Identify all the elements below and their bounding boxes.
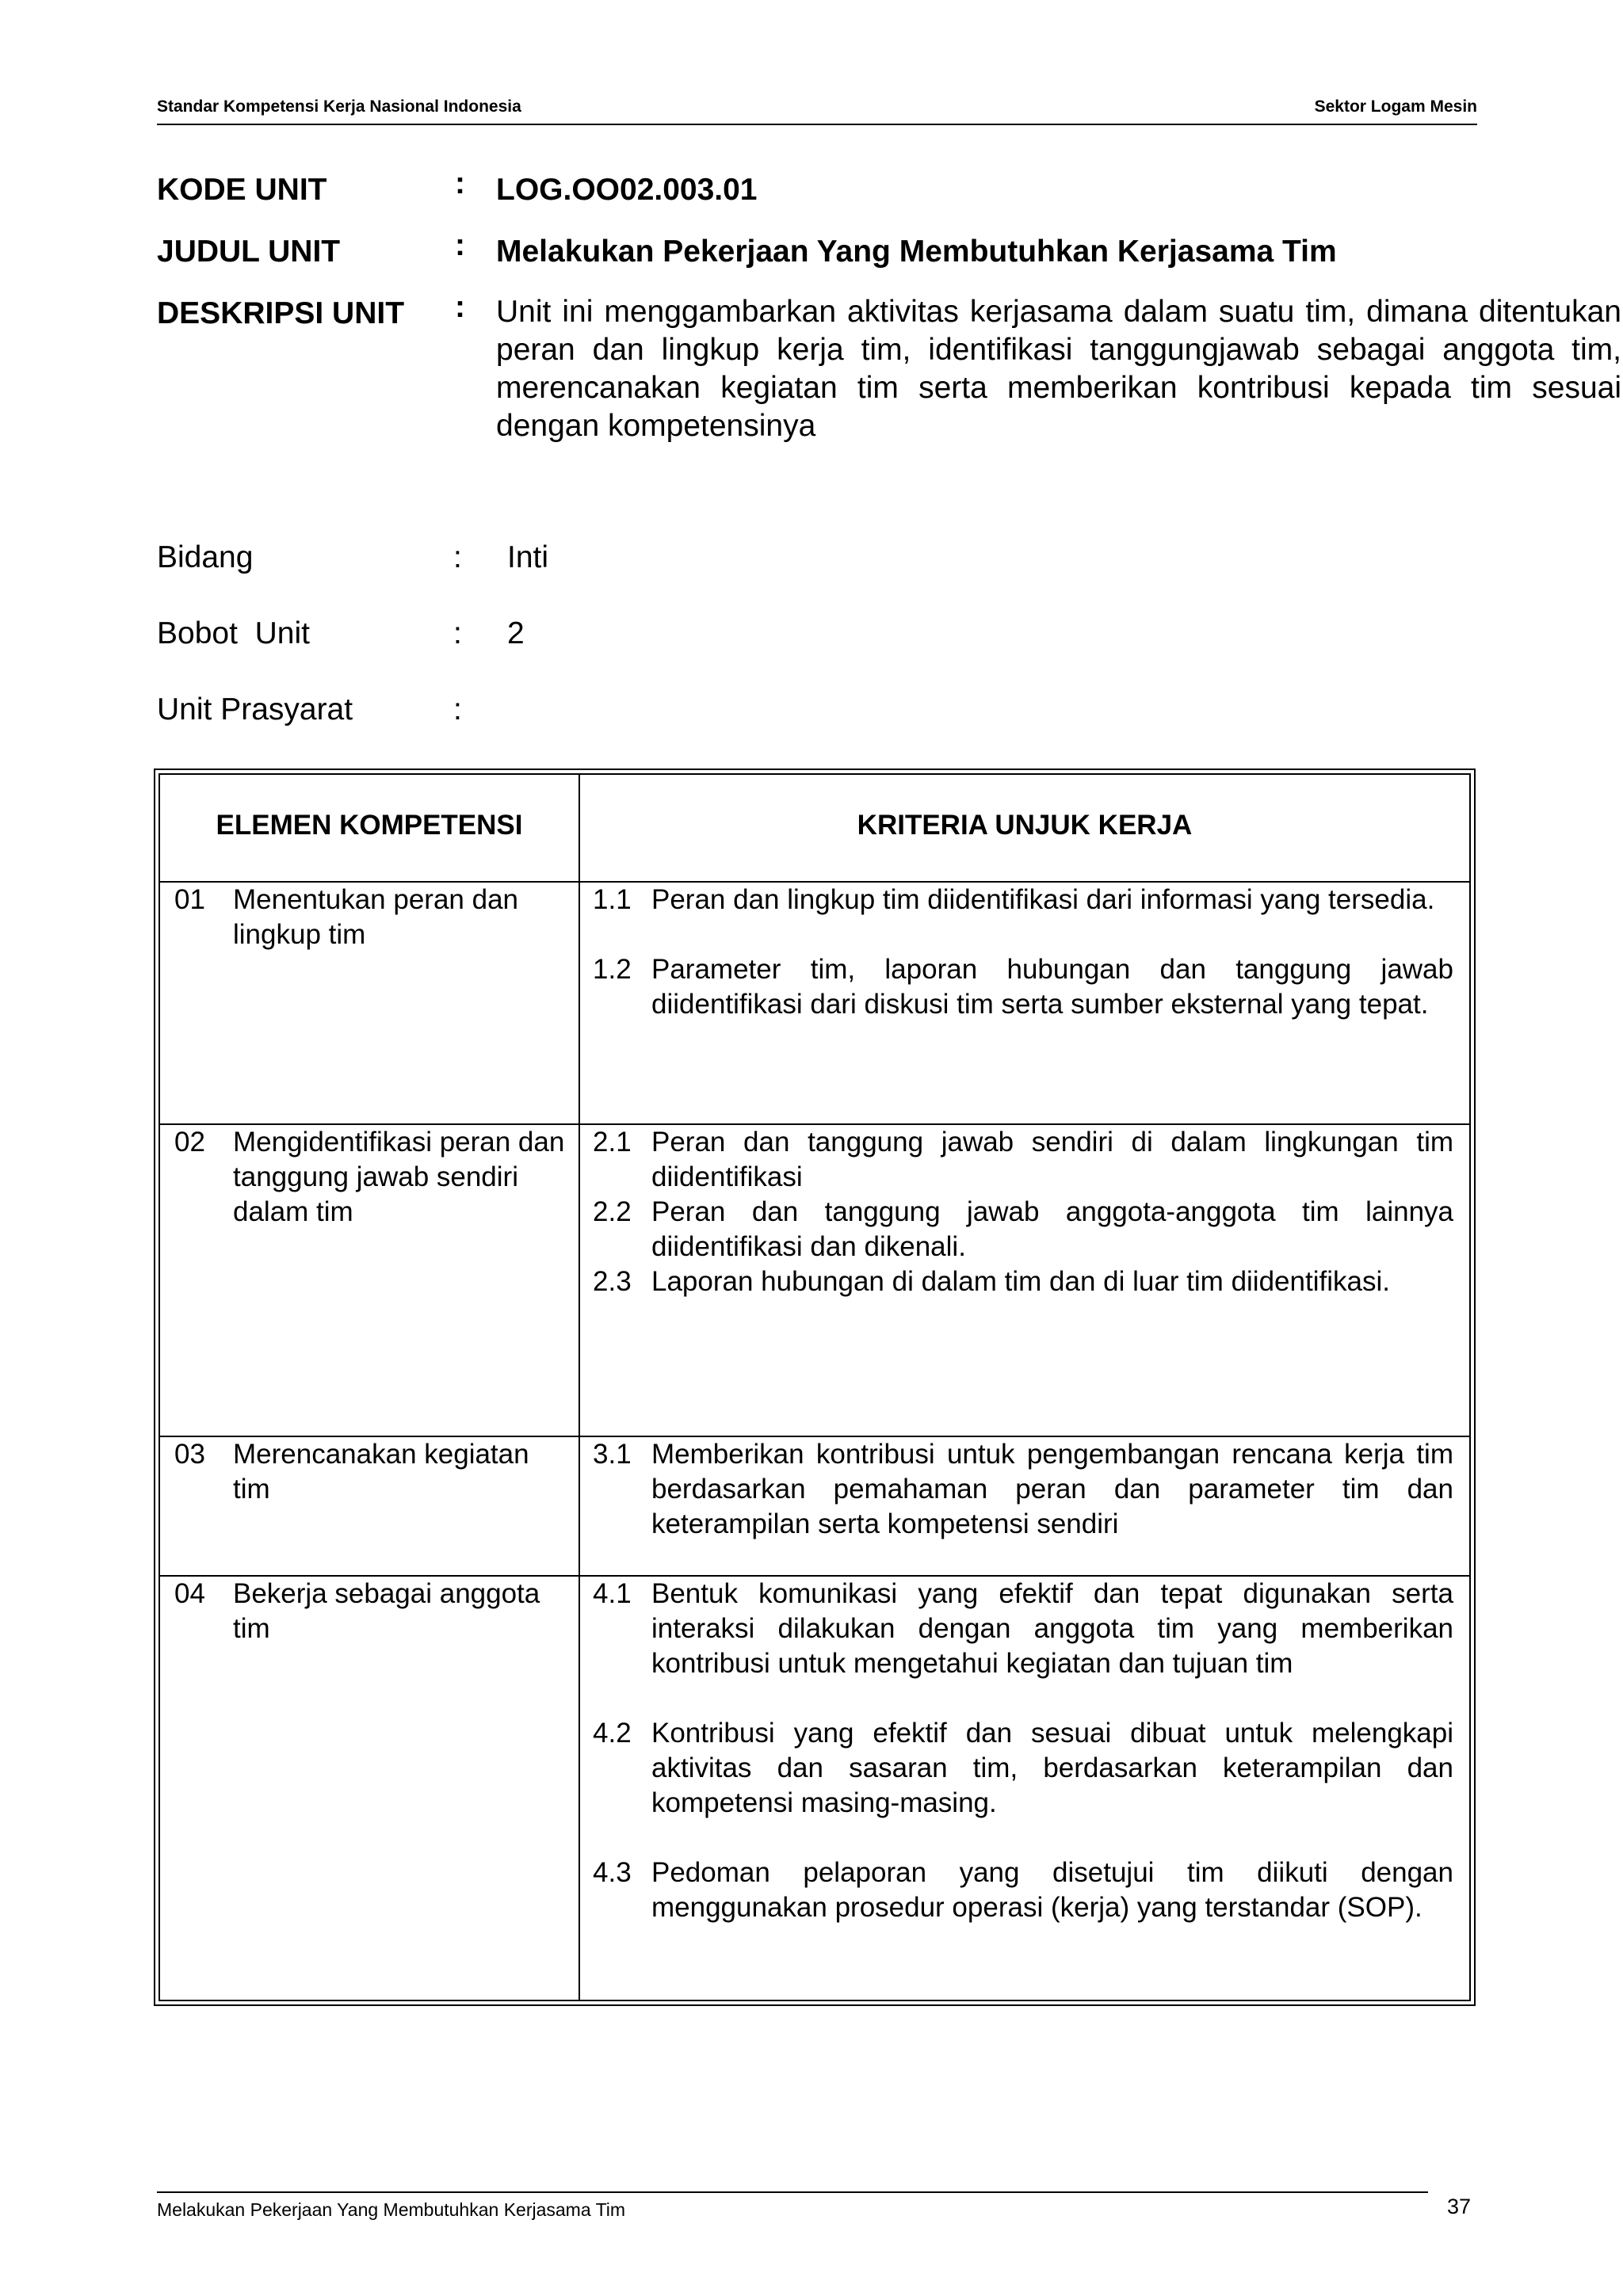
element-title: Mengidentifikasi peran dan tanggung jawab sendiri dalam tim: [233, 1127, 565, 1227]
page-number: 37: [1447, 2195, 1472, 2218]
criterion-item: [593, 1195, 1453, 1264]
element-number: 01: [174, 884, 205, 915]
criterion-item: [593, 1264, 1453, 1299]
competency-table: [154, 769, 1476, 2006]
criterion-item: [593, 1716, 1453, 1821]
criterion-text: Peran dan lingkup tim diidentifikasi dari informasi yang tersedia.: [651, 884, 1435, 915]
criterion-number: 4.2: [593, 1718, 632, 1749]
criterion-text: Bentuk komunikasi yang efektif dan tepat digunakan serta interaksi dilakukan dengan anggota tim yang memberikan kontribusi untuk mengetahui kegiatan dan tujuan tim: [651, 1578, 1453, 1679]
bidang-label: Bidang: [157, 540, 254, 574]
criterion-text: Kontribusi yang efektif dan sesuai dibuat untuk melengkapi aktivitas dan sasaran tim, berdasarkan keterampilan dan kompetensi masing-masing.: [651, 1718, 1453, 1818]
criterion-text: Pedoman pelaporan yang disetujui tim diikuti dengan menggunakan prosedur operasi (kerja) yang terstandar (SOP).: [651, 1857, 1453, 1923]
criterion-number: 1.1: [593, 884, 632, 915]
judul-unit-value: Melakukan Pekerjaan Yang Membutuhkan Kerjasama Tim: [496, 235, 1337, 269]
criterion-item: [593, 952, 1453, 1022]
competency-table-inner: [158, 773, 1471, 2001]
bobot-unit-label: Bobot Unit: [157, 616, 310, 650]
criterion-number: 4.1: [593, 1578, 632, 1609]
bidang-colon: :: [453, 540, 462, 574]
elemen-kompetensi-header: ELEMEN KOMPETENSI: [216, 810, 523, 841]
footer-title: Melakukan Pekerjaan Yang Membutuhkan Kerjasama Tim: [157, 2199, 626, 2220]
criterion-item: [593, 883, 1453, 917]
criterion-text: Memberikan kontribusi untuk pengembangan rencana kerja tim berdasarkan pemahaman peran dan parameter tim dan keterampilan serta kompetensi sendiri: [651, 1439, 1453, 1539]
element-title: Bekerja sebagai anggota tim: [233, 1578, 540, 1644]
unit-prasyarat-label: Unit Prasyarat: [157, 692, 353, 727]
kode-unit-label: KODE UNIT: [157, 173, 327, 207]
element-title: Merencanakan kegiatan tim: [233, 1439, 529, 1505]
criterion-text: Laporan hubungan di dalam tim dan di luar tim diidentifikasi.: [651, 1266, 1390, 1297]
criterion-item: [593, 1577, 1453, 1681]
criterion-text: Peran dan tanggung jawab sendiri di dalam lingkungan tim diidentifikasi: [651, 1127, 1453, 1192]
element-number: 03: [174, 1439, 205, 1470]
judul-unit-label: JUDUL UNIT: [157, 235, 341, 269]
criterion-text: Peran dan tanggung jawab anggota-anggota tim lainnya diidentifikasi dan dikenali.: [651, 1196, 1453, 1262]
criterion-number: 2.2: [593, 1196, 632, 1227]
deskripsi-unit-colon: :: [455, 290, 465, 324]
criterion-item: [593, 1855, 1453, 1925]
kode-unit-colon: :: [455, 166, 465, 200]
footer-rule: [157, 2191, 1428, 2193]
deskripsi-unit-value: Unit ini menggambarkan aktivitas kerjasama dalam suatu tim, dimana ditentukan peran dan lingkup kerja tim, identifikasi tanggungjawab sebagai anggota tim, merencanakan kegiatan tim serta memberikan kontribusi kepada tim sesuai dengan kompetensinya: [496, 295, 1621, 443]
criterion-number: 2.1: [593, 1127, 632, 1158]
judul-unit-colon: :: [455, 228, 465, 262]
bobot-unit-colon: :: [453, 616, 462, 650]
criterion-number: 3.1: [593, 1439, 632, 1470]
unit-prasyarat-colon: :: [453, 692, 462, 727]
criterion-text: Parameter tim, laporan hubungan dan tanggung jawab diidentifikasi dari diskusi tim serta sumber eksternal yang tepat.: [651, 954, 1453, 1020]
bidang-value: Inti: [507, 540, 549, 574]
deskripsi-unit-label: DESKRIPSI UNIT: [157, 296, 405, 330]
element-title: Menentukan peran dan lingkup tim: [233, 884, 518, 950]
criterion-number: 1.2: [593, 954, 632, 985]
header-rule: [157, 124, 1477, 125]
criterion-number: 4.3: [593, 1857, 632, 1888]
header-right-title: Sektor Logam Mesin: [1314, 97, 1477, 116]
header-left-title: Standar Kompetensi Kerja Nasional Indonesia: [157, 97, 521, 116]
kode-unit-value: LOG.OO02.003.01: [496, 173, 758, 207]
criterion-number: 2.3: [593, 1266, 632, 1297]
criterion-item: [593, 1125, 1453, 1195]
element-number: 02: [174, 1127, 205, 1158]
criterion-item: [593, 1437, 1453, 1542]
column-divider: [579, 775, 580, 2000]
element-number: 04: [174, 1578, 205, 1609]
bobot-unit-value: 2: [507, 616, 525, 650]
kriteria-unjuk-kerja-header: KRITERIA UNJUK KERJA: [857, 810, 1193, 841]
running-header: [157, 97, 1477, 117]
